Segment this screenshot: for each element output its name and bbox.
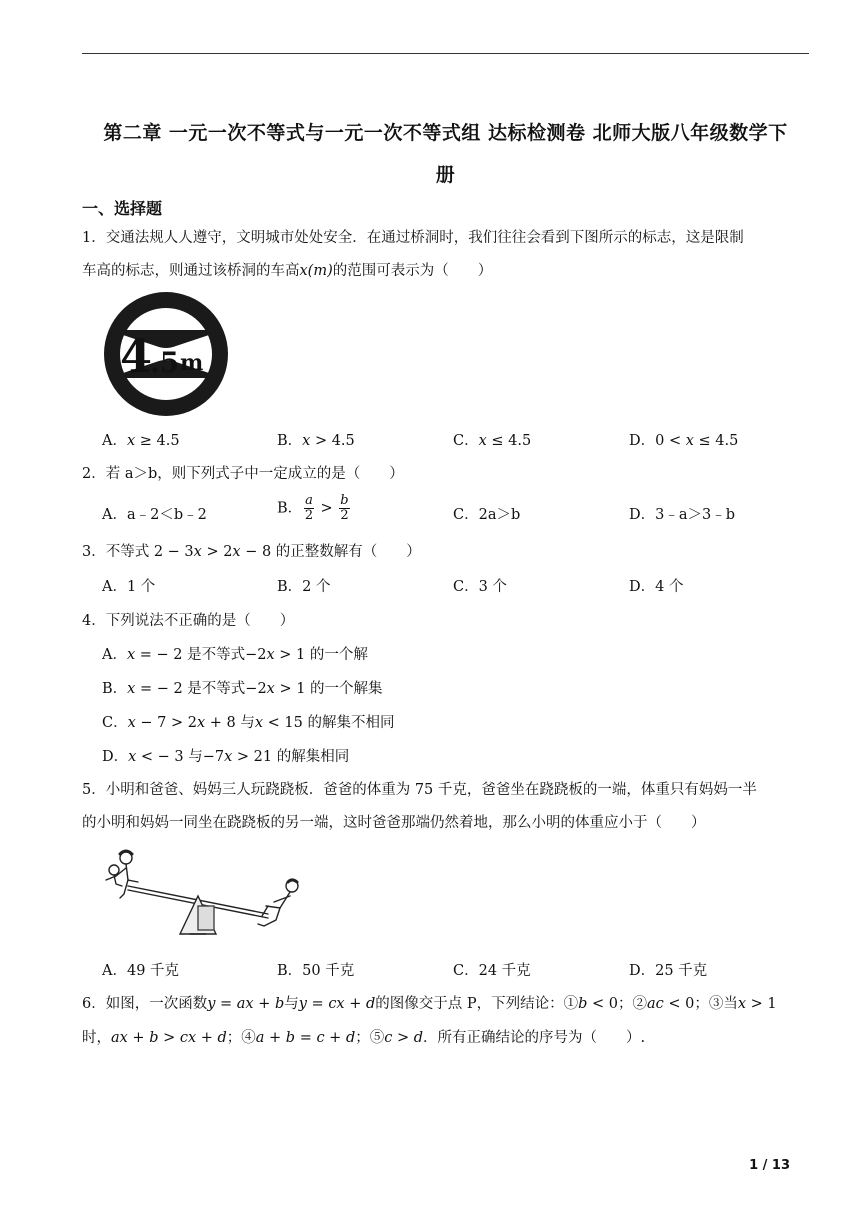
q2-stem: 2．若 a＞b，则下列式子中一定成立的是（ ） xyxy=(82,466,404,482)
sign-digit: 4 xyxy=(120,329,153,383)
q3-option-c[interactable]: C．3 个 xyxy=(453,579,507,595)
q2-option-d[interactable]: D．3﹣a＞3﹣b xyxy=(629,507,736,523)
q1-stem-line1: 1．交通法规人人遵守，文明城市处处安全．在通过桥洞时，我们往往会看到下图所示的标志，这是限制 xyxy=(82,230,744,246)
q4-option-b[interactable]: B．𝑥 = − 2 是不等式−2𝑥 > 1 的一个解集 xyxy=(102,681,383,697)
q3-option-a[interactable]: A．1 个 xyxy=(102,579,156,595)
q3-option-b[interactable]: B．2 个 xyxy=(277,579,331,595)
sign-unit: m xyxy=(180,350,204,376)
q2-option-b[interactable]: B． $\frac{a}{2}$ > $\frac{b}{2}$ xyxy=(277,493,349,523)
q5-option-a[interactable]: A．49 千克 xyxy=(102,963,180,979)
q1-option-d[interactable]: D．0 < 𝑥 ≤ 4.5 xyxy=(629,433,739,449)
section-heading: 一、选择题 xyxy=(82,199,163,218)
q3-option-d[interactable]: D．4 个 xyxy=(629,579,684,595)
page-number: 1 / 13 xyxy=(749,1158,790,1173)
header-rule xyxy=(82,53,809,54)
doc-title-line2: 册 xyxy=(435,164,456,186)
q6-stem-line2: 时，𝑎𝑥 + 𝑏 > 𝑐𝑥 + 𝑑；④𝑎 + 𝑏 = 𝑐 + 𝑑；⑤𝑐 > 𝑑．所有正确结论的序号为（ ）. xyxy=(82,1030,646,1046)
q6-stem-line1: 6．如图，一次函数𝑦 = 𝑎𝑥 + 𝑏与𝑦 = 𝑐𝑥 + 𝑑的图像交于点 P，下列结论：①𝑏 < 0；②𝑎𝑐 < 0；③当𝑥 > 1 xyxy=(82,996,777,1012)
q5-option-d[interactable]: D．25 千克 xyxy=(629,963,708,979)
q1-option-a[interactable]: A．𝑥 ≥ 4.5 xyxy=(102,433,180,449)
q1-option-c[interactable]: C．𝑥 ≤ 4.5 xyxy=(453,433,532,449)
q4-option-d[interactable]: D．𝑥 < − 3 与−7𝑥 > 21 的解集相同 xyxy=(102,749,350,765)
q5-stem-line2: 的小明和妈妈一同坐在跷跷板的另一端，这时爸爸那端仍然着地，那么小明的体重应小于（ ） xyxy=(82,815,706,831)
q5-option-b[interactable]: B．50 千克 xyxy=(277,963,355,979)
height-limit-sign-image xyxy=(102,290,230,418)
sign-decimal: .5 xyxy=(150,346,180,379)
q1-option-b[interactable]: B．𝑥 > 4.5 xyxy=(277,433,355,449)
q5-option-c[interactable]: C．24 千克 xyxy=(453,963,531,979)
q4-option-c[interactable]: C．𝑥 − 7 > 2𝑥 + 8 与𝑥 < 15 的解集不相同 xyxy=(102,715,395,731)
q1-stem-line2: 车高的标志，则通过该桥洞的车高x(m)的范围可表示为（ ） xyxy=(82,263,493,279)
seesaw-illustration xyxy=(98,846,308,938)
q5-stem-line1: 5．小明和爸爸、妈妈三人玩跷跷板．爸爸的体重为 75 千克，爸爸坐在跷跷板的一端，体重只有妈妈一半 xyxy=(82,782,757,798)
doc-title-line1: 第二章 一元一次不等式与一元一次不等式组 达标检测卷 北师大版八年级数学下 xyxy=(103,122,788,144)
q2-option-a[interactable]: A．a﹣2＜b﹣2 xyxy=(102,507,207,523)
q2-option-c[interactable]: C．2a＞b xyxy=(453,507,521,523)
q4-stem: 4．下列说法不正确的是（ ） xyxy=(82,613,295,629)
q3-stem: 3．不等式 2 − 3𝑥 > 2𝑥 − 8 的正整数解有（ ） xyxy=(82,544,421,560)
q4-option-a[interactable]: A．𝑥 = − 2 是不等式−2𝑥 > 1 的一个解 xyxy=(102,647,368,663)
